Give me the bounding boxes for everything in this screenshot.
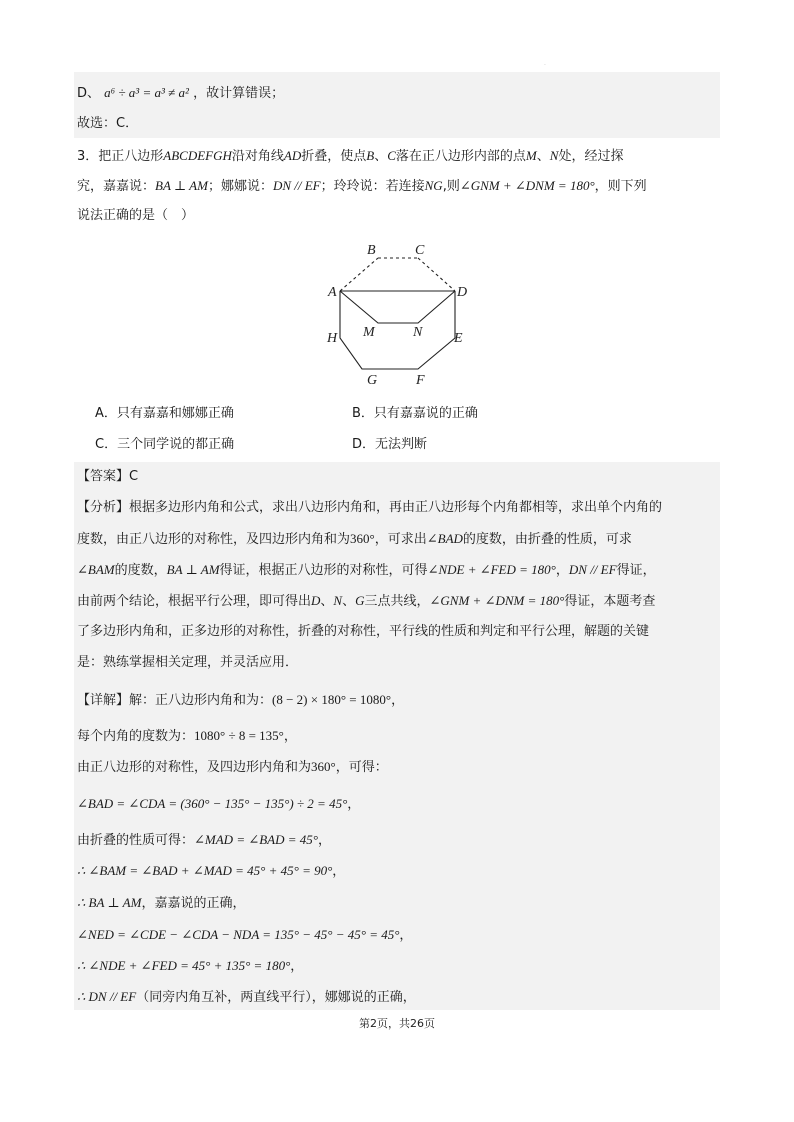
dashed-edge-ab: [340, 258, 378, 291]
shaded-block-top: [74, 72, 720, 138]
detail-line-8: ∠NED = ∠CDE − ∠CDA − NDA = 135° − 45° − 45° = 45°，: [77, 927, 413, 943]
label-g: G: [367, 373, 378, 388]
detail-line-4: ∠BAD = ∠CDA = (360° − 135° − 135°) ÷ 2 = 45°，: [77, 796, 361, 812]
analysis-line-3: ∠BAM的度数，BA ⊥ AM得证，根据正八边形的对称性，可得∠NDE + ∠FED = 180°，DN // EF得证，: [77, 562, 656, 578]
analysis-line-2: 度数，由正八边形的对称性，及四边形内角和为360°，可求出∠BAD的度数，由折叠的性质，可求: [77, 531, 632, 547]
label-f: F: [416, 373, 425, 388]
octagon-lower-edges: [340, 291, 455, 369]
dashed-edge-cd: [418, 258, 455, 291]
folded-edges: [340, 291, 455, 323]
question-line-2: 究，嘉嘉说：BA ⊥ AM；娜娜说：DN // EF；玲玲说：若连接NG,则∠GNM + ∠DNM = 180°，则下列: [77, 178, 647, 194]
page-number: 第2页，共26页: [359, 1017, 435, 1030]
analysis-line-5: 了多边形内角和，正多边形的对称性，折叠的对称性，平行线的性质和判定和平行公理，解题的关键: [77, 624, 650, 639]
decorative-dot: ·: [544, 62, 546, 69]
label-b: B: [367, 243, 376, 258]
detail-line-9: ∴ ∠NDE + ∠FED = 45° + 135° = 180°，: [77, 958, 304, 974]
label-c: C: [415, 243, 425, 258]
detail-line-3: 由正八边形的对称性，及四边形内角和为360°，可得：: [77, 759, 388, 775]
option-b[interactable]: B．只有嘉嘉说的正确: [352, 406, 478, 421]
detail-line-10: ∴ DN // EF（同旁内角互补，两直线平行），娜娜说的正确，: [77, 989, 416, 1005]
detail-line-7: ∴ BA ⊥ AM，嘉嘉说的正确，: [77, 895, 246, 911]
analysis-line-6: 是：熟练掌握相关定理，并灵活应用．: [77, 655, 299, 670]
detail-line-1: 【详解】解：正八边形内角和为：(8 − 2) × 180° = 1080°，: [77, 692, 405, 708]
label-n: N: [413, 325, 423, 340]
label-d: D: [457, 285, 468, 300]
label-a: A: [328, 285, 337, 300]
answer-label: 【答案】C: [77, 469, 139, 484]
analysis-line-1: 【分析】根据多边形内角和公式，求出八边形内角和，再由正八边形每个内角都相等，求出单个内角的: [77, 500, 663, 515]
label-m: M: [363, 325, 375, 340]
option-d-line: D、 a⁶ ÷ a³ = a³ ≠ a² ，故计算错误；: [77, 85, 285, 101]
choice-line: 故选：C．: [77, 116, 139, 131]
detail-line-5: 由折叠的性质可得：∠MAD = ∠BAD = 45°，: [77, 832, 331, 848]
detail-line-2: 每个内角的度数为：1080° ÷ 8 = 135°，: [77, 728, 297, 744]
option-a[interactable]: A．只有嘉嘉和娜娜正确: [95, 406, 234, 421]
question-line-1: 3．把正八边形ABCDEFGH沿对角线AD折叠，使点B、C落在正八边形内部的点M、N处，经过探: [77, 148, 624, 164]
option-c[interactable]: C．三个同学说的都正确: [95, 437, 235, 452]
octagon-figure: [0, 235, 794, 395]
label-e: E: [454, 331, 463, 346]
question-line-3: 说法正确的是（ ）: [77, 208, 195, 223]
option-d[interactable]: D．无法判断: [352, 437, 428, 452]
detail-line-6: ∴ ∠BAM = ∠BAD + ∠MAD = 45° + 45° = 90°，: [77, 863, 346, 879]
label-h: H: [327, 331, 338, 346]
analysis-line-4: 由前两个结论，根据平行公理，即可得出D、N、G三点共线，∠GNM + ∠DNM = 180°得证，本题考查: [77, 593, 656, 609]
